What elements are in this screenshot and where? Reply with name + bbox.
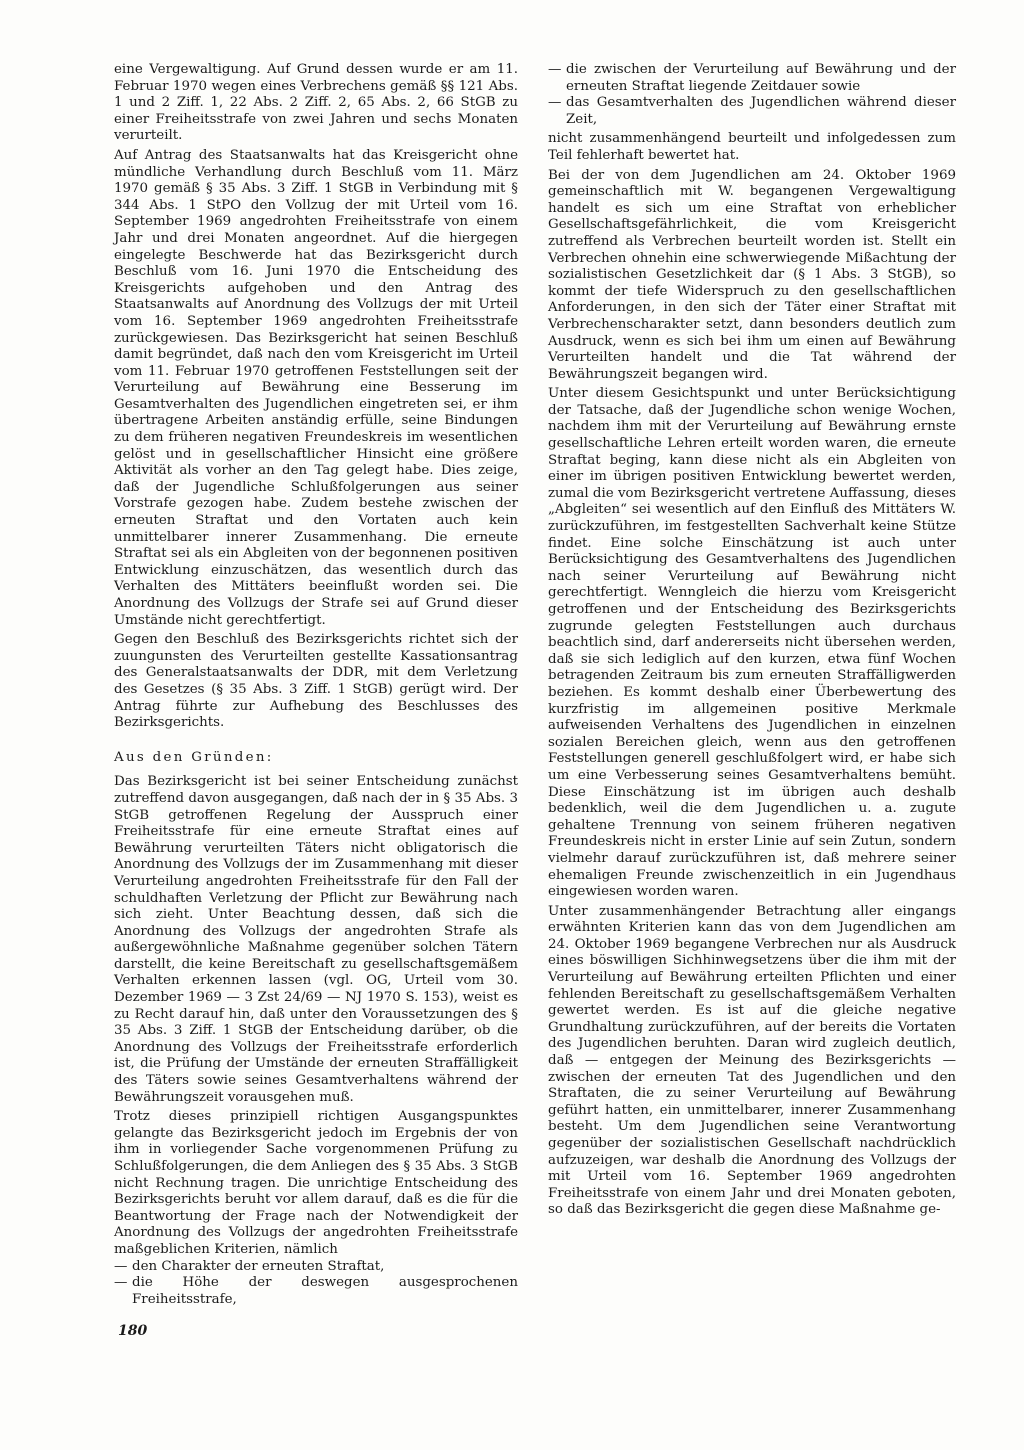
paragraph: Trotz dieses prinzipiell richtigen Ausgangspunktes gelangte das Bezirksgericht jedoch im Ergebnis der von ihm in vorliegender Sache vorgenommenen Prüfung zu Schlußfolgerungen, die dem Anliegen des § 35 Abs. 3 StGB nicht Rechnung tragen. Die unrichtige Entscheidung des Bezirksgerichts beruht vor allem darauf, daß es die für die Beantwortung der Frage nach der Notwendigkeit der Anordnung des Vollzugs der angedrohten Freiheitsstrafe maßgeblichen Kriterien, nämlich <box>114 1109 518 1257</box>
paragraph: Gegen den Beschluß des Bezirksgerichts richtet sich der zuungunsten des Verurteilten gestellte Kassationsantrag des Generalstaatsanwalts der DDR, mit dem Verletzung des Gesetzes (§ 35 Abs. 3 Ziff. 1 StGB) gerügt wird. Der Antrag führte zur Aufhebung des Beschlusses des Bezirksgerichts. <box>114 632 518 731</box>
dash-item-text: die zwischen der Verurteilung auf Bewährung und der erneuten Straftat liegende Zeitdauer sowie <box>566 62 956 94</box>
paragraph: Bei der von dem Jugendlichen am 24. Oktober 1969 gemeinschaftlich mit W. begangenen Vergewaltigung handelt es sich um eine Straftat von erheblicher Gesellschaftsgefährlichkeit, die vom Kreisgericht zutreffend als Verbrechen beurteilt worden ist. Stellt ein Verbrechen ohnehin eine schwerwiegende Mißachtung der sozialistischen Gesetzlichkeit dar (§ 1 Abs. 3 StGB), so kommt der tiefe Widerspruch zu den gesellschaftlichen Anforderungen, in den sich der Täter einer Straftat mit Verbrechenscharakter setzt, dann besonders deutlich zum Ausdruck, wenn es sich bei ihm um einen auf Bewährung Verurteilten handelt und die Tat während der Bewährungszeit begangen wird. <box>548 167 956 382</box>
dash-marker: — <box>114 1275 128 1291</box>
dash-list-item <box>548 95 956 128</box>
paragraph: Das Bezirksgericht ist bei seiner Entscheidung zunächst zutreffend davon ausgegangen, daß nach der in § 35 Abs. 3 StGB getroffenen Regelung der Ausspruch einer Freiheitsstrafe für eine erneute Straftat eines auf Bewährung verurteilten Täters nicht obligatorisch die Anordnung des Vollzugs der im Zusammenhang mit dieser Verurteilung angedrohten Freiheitsstrafe für den Fall der schuldhaften Verletzung der Pflicht zur Bewährung nach sich zieht. Unter Beachtung dessen, daß sich die Anordnung des Vollzugs der angedrohten Strafe als außergewöhnliche Maßnahme gegenüber solchen Tätern darstellt, die keine Bereitschaft zu gesellschaftsgemäßem Verhalten erkennen lassen (vgl. OG, Urteil vom 30. Dezember 1969 — 3 Zst 24/69 — NJ 1970 S. 153), weist es zu Recht darauf hin, daß unter den Voraussetzungen des § 35 Abs. 3 Ziff. 1 StGB der Entscheidung darüber, ob die Anordnung des Vollzugs der Freiheitsstrafe erforderlich ist, die Prüfung der Umstände der erneuten Straffälligkeit des Täters sowie seines Gesamtverhaltens während der Bewährungszeit vorausgehen muß. <box>114 774 518 1105</box>
paragraph: Unter zusammenhängender Betrachtung aller eingangs erwähnten Kriterien kann das von dem Jugendlichen am 24. Oktober 1969 begangene Verbrechen nur als Ausdruck eines böswilligen Sichhinwegsetzens über die ihm mit der Verurteilung auf Bewährung erteilten Pflichten und einer fehlenden Bereitschaft zu gesellschaftsgemäßem Verhalten gewertet werden. Es ist auf die gleiche negative Grundhaltung zurückzuführen, auf der bereits die Vortaten des Jugendlichen beruhten. Daran wird zugleich deutlich, daß — entgegen der Meinung des Bezirksgerichts — zwischen der erneuten Tat des Jugendlichen und den Straftaten, die zu seiner Verurteilung auf Bewährung geführt hatten, ein unmittelbarer, innerer Zusammenhang besteht. Um dem Jugendlichen seine Verantwortung gegenüber der sozialistischen Gesellschaft nachdrücklich aufzuzeigen, war deshalb die Anordnung des Vollzugs der mit Urteil vom 16. September 1969 angedrohten Freiheitsstrafe von einem Jahr und drei Monaten geboten, so daß das Bezirksgericht die gegen diese Maßnahme ge- <box>548 903 956 1218</box>
dash-item-text: die Höhe der deswegen ausgesprochenen Freiheitsstrafe, <box>132 1275 518 1307</box>
right-column <box>548 62 956 1219</box>
dash-item-text: den Charakter der erneuten Straftat, <box>132 1258 385 1274</box>
dash-marker: — <box>548 62 562 77</box>
paragraph: Auf Antrag des Staatsanwalts hat das Kreisgericht ohne mündliche Verhandlung durch Beschluß vom 11. März 1970 gemäß § 35 Abs. 3 Ziff. 1 StGB in Verbindung mit § 344 Abs. 1 StPO den Vollzug der mit Urteil vom 16. September 1969 angedrohten Freiheitsstrafe von einem Jahr und drei Monaten angeordnet. Auf die hiergegen eingelegte Beschwerde hat das Bezirksgericht durch Beschluß vom 16. Juni 1970 die Entscheidung des Kreisgerichts aufgehoben und den Antrag des Staatsanwalts auf Anordnung des Vollzugs der mit Urteil vom 16. September 1969 angedrohten Freiheitsstrafe zurückgewiesen. Das Bezirksgericht hat seinen Beschluß damit begründet, daß nach den vom Kreisgericht im Urteil vom 11. Februar 1970 getroffenen Feststellungen seit der Verurteilung auf Bewährung eine Besserung im Gesamtverhalten des Jugendlichen eingetreten sei, er ihm übertragene Arbeiten anständig erfülle, seine Bindungen zu dem früheren negativen Freundeskreis im wesentlichen gelöst und in gesellschaftlicher Hinsicht eine größere Aktivität als vorher an den Tag gelegt habe. Dies zeige, daß der Jugendliche Schlußfolgerungen aus seiner Vorstrafe gezogen habe. Zudem bestehe zwischen der erneuten Straftat und den Vortaten auch kein unmittelbarer innerer Zusammenhang. Die erneute Straftat sei als ein Abgleiten von der begonnenen positiven Entwicklung einzuschätzen, das wesentlich durch das Verhalten des Mittäters beeinflußt worden sei. Die Anordnung des Vollzugs der Strafe sei auf Grund dieser Umstände nicht gerechtfertigt. <box>114 147 518 628</box>
page-number: 180 <box>118 1323 148 1339</box>
paragraph: eine Vergewaltigung. Auf Grund dessen wurde er am 11. Februar 1970 wegen eines Verbrechens gemäß §§ 121 Abs. 1 und 2 Ziff. 1, 22 Abs. 2 Ziff. 2, 65 Abs. 2, 66 StGB zu einer Freiheitsstrafe von zwei Jahren und sechs Monaten verurteilt. <box>114 62 518 144</box>
dash-item-text: das Gesamtverhalten des Jugendlichen während dieser Zeit, <box>566 95 956 127</box>
dash-list-item <box>548 62 956 95</box>
dash-list-item <box>114 1275 518 1308</box>
paragraph: Unter diesem Gesichtspunkt und unter Berücksichtigung der Tatsache, daß der Jugendliche schon wenige Wochen, nachdem ihm mit der Verurteilung auf Bewährung ernste gesellschaftliche Lehren erteilt worden waren, die erneute Straftat beging, kann diese nicht als ein Abgleiten von einer im übrigen positiven Entwicklung bewertet werden, zumal die vom Bezirksgericht vertretene Auffassung, dieses „Abgleiten“ sei wesentlich auf den Einfluß des Mittäters W. zurückzuführen, im festgestellten Sachverhalt keine Stütze findet. Eine solche Einschätzung ist auch unter Berücksichtigung des Gesamtverhaltens des Jugendlichen nach seiner Verurteilung auf Bewährung nicht gerechtfertigt. Wenngleich die hierzu vom Kreisgericht getroffenen und der Entscheidung des Bezirksgerichts zugrunde gelegten Feststellungen auch durchaus beachtlich sind, darf andererseits nicht übersehen werden, daß sie sich lediglich auf den kurzen, etwa fünf Wochen betragenden Zeitraum bis zum erneuten Straffälligwerden beziehen. Es kommt deshalb einer Überbewertung des kurzfristig im allgemeinen positive Merkmale aufweisenden Verhaltens des Jugendlichen in einzelnen sozialen Bereichen gleich, wenn aus den getroffenen Feststellungen generell geschlußfolgert wird, er habe sich um eine Verbesserung seines Gesamtverhaltens bemüht. Diese Einschätzung ist im übrigen auch deshalb bedenklich, weil die dem Jugendlichen u. a. zugute gehaltene Trennung von seinem früheren negativen Freundeskreis nicht in erster Linie auf sein Zutun, sondern vielmehr darauf zurückzuführen ist, daß mehrere seiner ehemaligen Freunde zwischenzeitlich in ein Jugendhaus eingewiesen worden waren. <box>548 386 956 900</box>
paragraph: nicht zusammenhängend beurteilt und infolgedessen zum Teil fehlerhaft bewertet hat. <box>548 131 956 163</box>
dash-list-item <box>114 1259 518 1276</box>
left-column <box>114 62 518 1308</box>
dash-marker: — <box>548 95 562 111</box>
section-heading: Aus den Gründen: <box>114 749 274 765</box>
dash-marker: — <box>114 1258 128 1274</box>
